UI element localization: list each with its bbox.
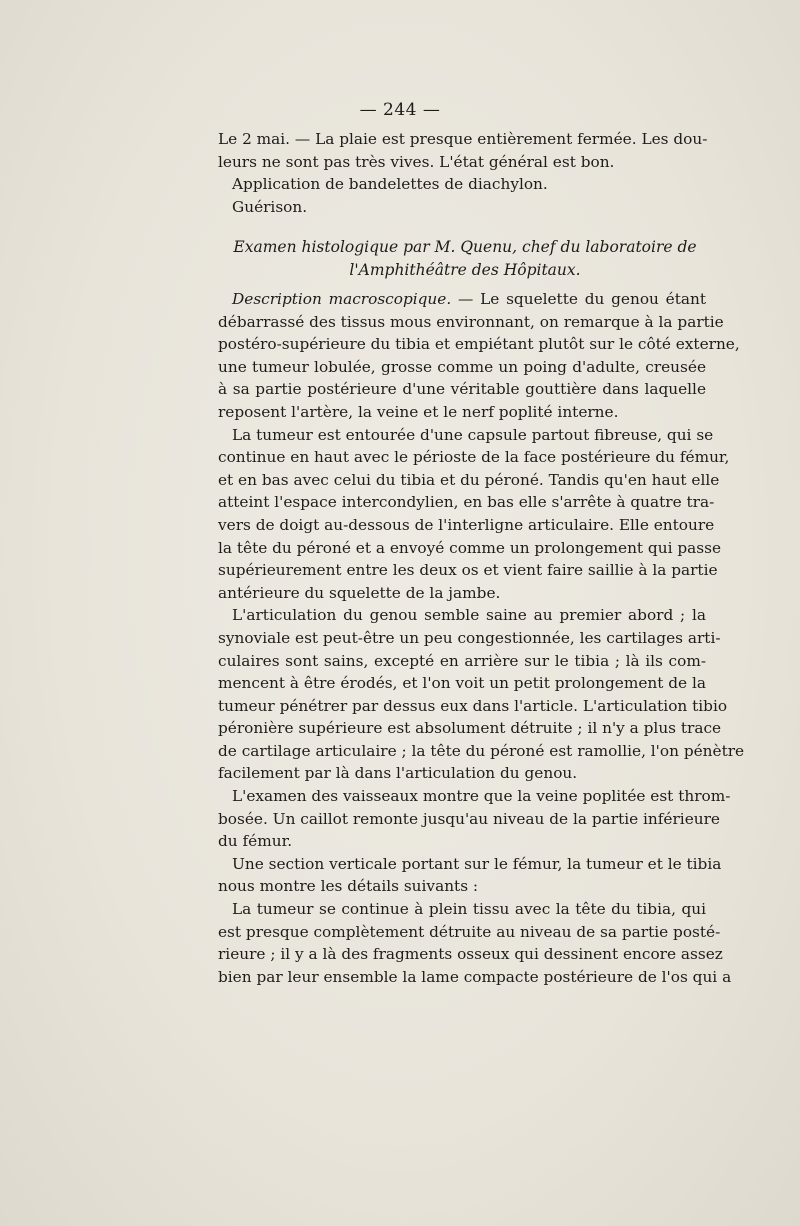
paragraph-1-line-6: reposent l'artère, la veine et le nerf poplité interne. (218, 402, 619, 421)
paragraph-4-line-2: bosée. Un caillot remonte jusqu'au niveau de la partie inférieure (218, 809, 720, 828)
paragraph-6-line-2: est presque complètement détruite au niveau de sa partie posté- (218, 922, 721, 941)
paragraph-6-line-1: La tumeur se continue à plein tissu avec la tête du tibia, qui (232, 900, 706, 919)
paragraph-2-line-4: atteint l'espace intercondylien, en bas elle s'arrête à quatre tra- (218, 493, 715, 512)
paragraph-3-line-7: de cartilage articulaire ; la tête du péroné est ramollie, l'on pénètre (218, 741, 745, 760)
paragraph-1-line-4: une tumeur lobulée, grosse comme un poing d'adulte, creusée (218, 357, 706, 376)
paragraph-6-line-4: bien par leur ensemble la lame compacte postérieure de l'os qui a (218, 967, 732, 986)
paragraph-3-line-5: tumeur pénétrer par dessus eux dans l'article. L'articulation tibio (218, 696, 728, 715)
paragraph-1-line-3: postéro-supérieure du tibia et empiétant plutôt sur le côté externe, (218, 335, 740, 354)
paragraph-1-line-5: à sa partie postérieure d'une véritable gouttière dans laquelle (218, 380, 706, 399)
section-title (200, 236, 730, 282)
paragraph-2-line-7: supérieurement entre les deux os et vient faire saillie à la partie (218, 561, 718, 580)
paragraph-1-line-1: Description macroscopique. — Le squelette du genou étant (232, 290, 706, 308)
paragraph-2-line-2: continue en haut avec le périoste de la face postérieure du fémur, (218, 448, 730, 467)
paragraph-4-line-1: L'examen des vaisseaux montre que la veine poplitée est throm- (232, 787, 731, 806)
paragraph-2-line-1: La tumeur est entourée d'une capsule partout fibreuse, qui se (232, 425, 714, 444)
body-text (218, 288, 745, 988)
paragraph-3-line-8: facilement par là dans l'articulation du genou. (218, 764, 578, 783)
paragraph-5-line-1: Une section verticale portant sur le fémur, la tumeur et le tibia (232, 854, 722, 873)
section-title-line-2: l'Amphithéâtre des Hôpitaux. (349, 261, 581, 279)
paragraph-3-line-3: culaires sont sains, excepté en arrière sur le tibia ; là ils com- (218, 651, 706, 670)
paragraph-2-line-5: vers de doigt au-dessous de l'interligne articulaire. Elle entoure (218, 515, 715, 534)
paragraph-3-line-6: péronière supérieure est absolument détruite ; il n'y a plus trace (218, 719, 722, 738)
paragraph-6-line-3: rieure ; il y a là des fragments osseux qui dessinent encore assez (218, 945, 723, 964)
paragraph-3-line-2: synoviale est peut-être un peu congestionnée, les cartilages arti- (218, 628, 721, 647)
paragraph-2-line-8: antérieure du squelette de la jambe. (218, 583, 501, 602)
paragraph-5-line-2: nous montre les détails suivants : (218, 877, 479, 896)
intro-line-1: Le 2 mai. — La plaie est presque entièrement fermée. Les dou- (218, 130, 708, 148)
intro-line-4: Guérison. (232, 197, 308, 216)
paragraph-1-line-2: débarrassé des tissus mous environnant, on remarque à la partie (218, 312, 724, 331)
paragraph-1-lead: Description macroscopique. (232, 290, 452, 308)
paragraph-2-line-3: et en bas avec celui du tibia et du péroné. Tandis qu'en haut elle (218, 470, 720, 489)
intro-block (218, 128, 706, 218)
paragraph-3-line-1: L'articulation du genou semble saine au premier abord ; la (232, 606, 706, 625)
intro-line-3: Application de bandelettes de diachylon. (232, 175, 548, 194)
page-number: — 244 — (359, 100, 441, 120)
paragraph-4-line-3: du fémur. (218, 832, 293, 851)
intro-line-2: leurs ne sont pas très vives. L'état général est bon. (218, 152, 615, 171)
section-title-line-1: Examen histologique par M. Quenu, chef du laboratoire de (233, 238, 697, 256)
paragraph-3-line-4: mencent à être érodés, et l'on voit un petit prolongement de la (218, 674, 706, 693)
paragraph-2-line-6: la tête du péroné et a envoyé comme un prolongement qui passe (218, 538, 721, 557)
